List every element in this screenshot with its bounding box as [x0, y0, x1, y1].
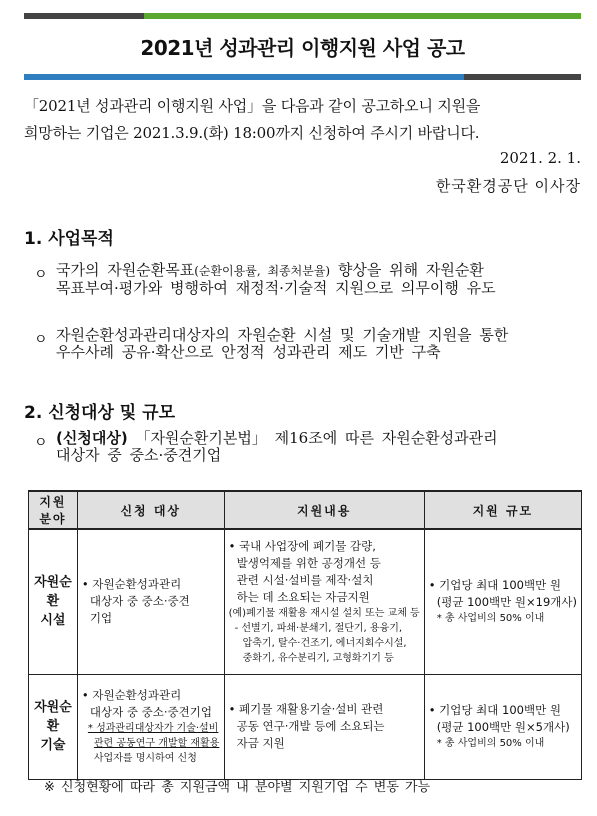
content-text: 하는 데 소요되는 자금지원	[236, 589, 370, 604]
document-title: 2021년 성과관리 이행지원 사업 공고	[140, 36, 465, 60]
content-text: 관련 시설·설비를 제작·설치	[236, 572, 374, 587]
content-cell	[224, 529, 424, 674]
purpose-text: 우수사례 공유·확산으로 안정적 성과관리 제도 기반 구축	[56, 343, 441, 361]
eligibility-text: 「자원순환기본법」 제16조에 따른 자원순환성과관리	[127, 429, 498, 447]
scale-text: (평균 100백만 원×5개사)	[436, 720, 570, 734]
category-text: 기술	[40, 738, 66, 753]
scale-text: • 기업당 최대 100백만 원	[428, 578, 561, 593]
circle-bullet-icon: ㅇ	[34, 267, 48, 283]
target-note: 사업자를 명시하여 신청	[93, 753, 197, 764]
header-scale: 지원 규모	[424, 491, 581, 529]
section-heading-purpose: 1. 사업목적	[24, 229, 114, 249]
announcement-date: 2021. 2. 1.	[499, 149, 581, 167]
table-row	[29, 529, 582, 674]
content-cell	[224, 674, 424, 779]
title-bar-top-green	[144, 13, 581, 19]
category-text: 자원순환	[34, 575, 72, 610]
target-cell	[77, 529, 224, 674]
title-bar-top-dark	[24, 13, 144, 19]
circle-bullet-icon: ㅇ	[34, 332, 48, 348]
scale-note: * 총 사업비의 50% 이내	[436, 738, 545, 749]
content-text: 발생억제를 위한 공정개선 등	[236, 555, 381, 570]
target-text: 기업	[89, 611, 113, 626]
category-cell	[29, 674, 78, 779]
header-field: 지원 분야	[29, 491, 78, 529]
scale-text: • 기업당 최대 100백만 원	[428, 703, 561, 717]
scale-cell	[424, 529, 581, 674]
purpose-text-note: (순환이용률, 최종처분율)	[194, 264, 331, 278]
eligibility-label: (신청대상)	[56, 429, 128, 447]
content-text: • 국내 사업장에 폐기물 감량,	[228, 538, 376, 553]
intro-paragraph	[24, 93, 584, 147]
purpose-text: 국가의 자원순환목표	[56, 261, 195, 279]
content-example: - 선별기, 파쇄·분쇄기, 절단기, 용융기,	[234, 622, 403, 634]
intro-line: 희망하는 기업은 2021.3.9.(화) 18:00까지 신청하여 주시기 바랍니다.	[24, 124, 480, 142]
content-example: (예)폐기물 재활용 재시설 설치 또는 교체 등	[228, 607, 420, 619]
purpose-text: 자원순환성과관리대상자의 자원순환 시설 및 기술개발 지원을 통한	[56, 326, 509, 344]
section-heading-eligibility: 2. 신청대상 및 규모	[24, 403, 175, 423]
target-text: • 자원순환성과관리	[81, 577, 182, 592]
intro-line: 「2021년 성과관리 이행지원 사업」을 다음과 같이 공고하오니 지원을	[24, 97, 481, 115]
header-content: 지원내용	[224, 491, 424, 529]
circle-bullet-icon: ㅇ	[34, 435, 48, 451]
support-table	[28, 490, 582, 780]
purpose-text: 향상을 위해 자원순환	[330, 261, 484, 279]
content-example: 압축기, 탈수·건조기, 에너지회수시설,	[242, 637, 407, 649]
target-note: * 성과관리대상자가 기술·설비	[87, 723, 219, 734]
header-target: 신청 대상	[77, 491, 224, 529]
purpose-text: 목표부여·평가와 병행하여 재정적·기술적 지원으로 의무이행 유도	[56, 279, 496, 297]
purpose-bullet	[34, 327, 584, 383]
target-text: 대상자 중 중소·중견기업	[89, 705, 212, 719]
scale-cell	[424, 674, 581, 779]
target-text: • 자원순환성과관리	[81, 688, 182, 702]
target-note: 관련 공동연구 개발할 재활용	[93, 738, 220, 749]
table-row	[29, 674, 582, 779]
scale-text: (평균 100백만 원×19개사)	[436, 595, 577, 610]
table-header-row	[29, 491, 582, 529]
purpose-bullet	[34, 262, 584, 318]
footnote: ※ 신청현황에 따라 총 지원금액 내 분야별 지원기업 수 변동 가능	[44, 780, 431, 795]
content-text: • 폐기물 재활용기술·설비 관련	[228, 702, 384, 716]
eligibility-text: 대상자 중 중소·중견기업	[56, 446, 222, 464]
content-text: 공동 연구·개발 등에 소요되는	[236, 719, 385, 733]
target-cell	[77, 674, 224, 779]
scale-note: * 총 사업비의 50% 이내	[436, 613, 545, 625]
category-text: 자원순환	[34, 700, 72, 734]
title-bar-bottom-dark	[464, 74, 581, 80]
title-bar-bottom-blue	[24, 74, 464, 80]
target-text: 대상자 중 중소·중견	[89, 594, 190, 609]
content-text: 자금 지원	[236, 736, 285, 750]
category-cell	[29, 529, 78, 674]
category-text: 시설	[40, 613, 66, 629]
eligibility-bullet	[34, 430, 584, 486]
issuer-name: 한국환경공단 이사장	[435, 177, 581, 195]
content-example: 중화기, 유수분리기, 고형화기기 등	[242, 652, 394, 664]
